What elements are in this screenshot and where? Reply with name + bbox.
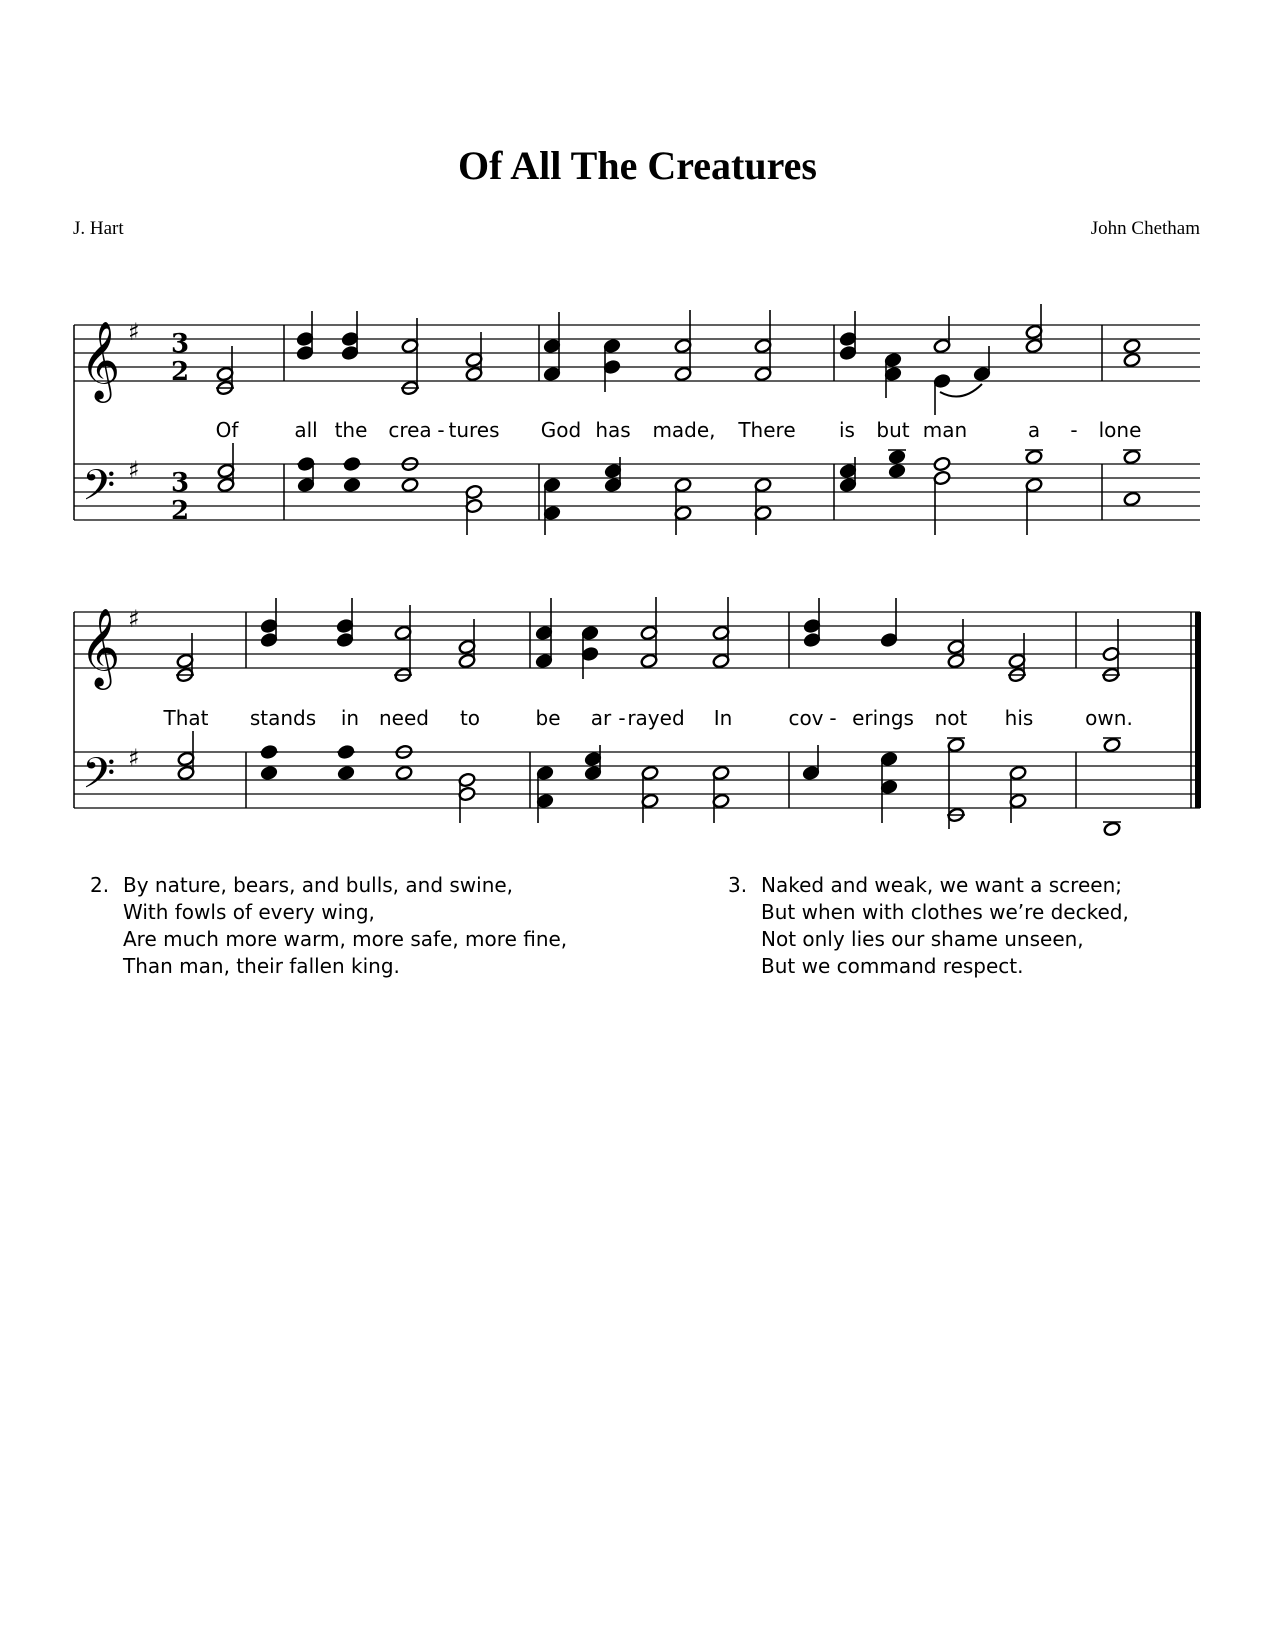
lyric-syllable: his xyxy=(1004,706,1034,730)
svg-text:2: 2 xyxy=(170,496,190,526)
key-signature-sharp-icon: ♯ xyxy=(128,318,140,346)
song-title: Of All The Creatures xyxy=(458,143,817,188)
verse-line: Than man, their fallen king. xyxy=(123,954,400,978)
system-1 xyxy=(74,304,1200,535)
lyric-syllable: need xyxy=(379,706,429,730)
verse-line: With fowls of every wing, xyxy=(123,900,375,924)
treble-staff xyxy=(74,612,1200,668)
lyric-syllable: Of xyxy=(215,418,239,442)
svg-text:2: 2 xyxy=(170,357,190,387)
verse-number: 3. xyxy=(728,873,748,897)
lyric-syllable: stands xyxy=(249,706,317,730)
lyric-syllable: lone xyxy=(1098,418,1142,442)
verse-line: By nature, bears, and bulls, and swine, xyxy=(123,873,514,897)
verse-2 xyxy=(90,872,567,980)
lyric-syllable: made, xyxy=(652,418,716,442)
lyric-syllable: ar xyxy=(590,706,612,730)
verse-3 xyxy=(728,872,1129,980)
lyric-syllable: rayed xyxy=(627,706,685,730)
svg-text:3: 3 xyxy=(170,329,190,359)
key-signature-sharp-icon: ♯ xyxy=(128,744,140,772)
bass-clef-icon: 𝄢 xyxy=(82,749,116,809)
verse-line: Not only lies our shame unseen, xyxy=(761,927,1084,951)
time-signature xyxy=(171,329,189,526)
lyricist-credit: J. Hart xyxy=(73,218,124,239)
lyrics-line-2 xyxy=(163,706,1133,730)
system-2 xyxy=(74,597,1201,837)
lyrics-line-1 xyxy=(216,418,1142,442)
key-signature-sharp-icon: ♯ xyxy=(128,456,140,484)
bass-notes xyxy=(177,731,1121,837)
verse-number: 2. xyxy=(90,873,110,897)
treble-notes xyxy=(216,304,1141,415)
lyric-syllable: be xyxy=(535,706,561,730)
lyric-hyphen: - xyxy=(1070,418,1078,442)
final-barline xyxy=(1195,612,1201,808)
verse-line: But when with clothes we’re decked, xyxy=(761,900,1129,924)
lyric-syllable: cov xyxy=(788,706,824,730)
bass-staff xyxy=(74,752,1200,808)
svg-text:3: 3 xyxy=(170,468,190,498)
treble-clef-icon: 𝄞 xyxy=(80,608,121,687)
composer-credit: John Chetham xyxy=(1090,218,1200,239)
lyric-syllable: tures xyxy=(448,418,500,442)
lyric-syllable: In xyxy=(713,706,733,730)
lyric-syllable: There xyxy=(738,418,796,442)
lyric-syllable: in xyxy=(340,706,360,730)
lyric-syllable: erings xyxy=(852,706,914,730)
lyric-syllable: has xyxy=(595,418,631,442)
bass-notes xyxy=(217,443,1141,535)
lyric-syllable: but xyxy=(876,418,910,442)
lyric-syllable: all xyxy=(294,418,318,442)
lyric-syllable: is xyxy=(839,418,855,442)
verse-line: Naked and weak, we want a screen; xyxy=(761,873,1122,897)
key-signature-sharp-icon: ♯ xyxy=(128,605,140,633)
lyric-hyphen: - xyxy=(829,706,837,730)
lyric-syllable: man xyxy=(922,418,968,442)
lyric-syllable: not xyxy=(934,706,968,730)
lyric-syllable: to xyxy=(459,706,481,730)
lyric-syllable: crea xyxy=(388,418,432,442)
bass-clef-icon: 𝄢 xyxy=(82,461,116,521)
lyric-syllable: God xyxy=(540,418,582,442)
lyric-syllable: a xyxy=(1027,418,1041,442)
lyric-hyphen: - xyxy=(437,418,445,442)
verse-line: Are much more warm, more safe, more fine, xyxy=(123,927,568,951)
bass-staff xyxy=(74,464,1200,520)
verse-line: But we command respect. xyxy=(761,954,1024,978)
treble-clef-icon: 𝄞 xyxy=(80,321,121,400)
lyric-syllable: That xyxy=(163,706,209,730)
lyric-syllable: own. xyxy=(1085,706,1133,730)
lyric-syllable: the xyxy=(334,418,368,442)
lyric-hyphen: - xyxy=(618,706,626,730)
